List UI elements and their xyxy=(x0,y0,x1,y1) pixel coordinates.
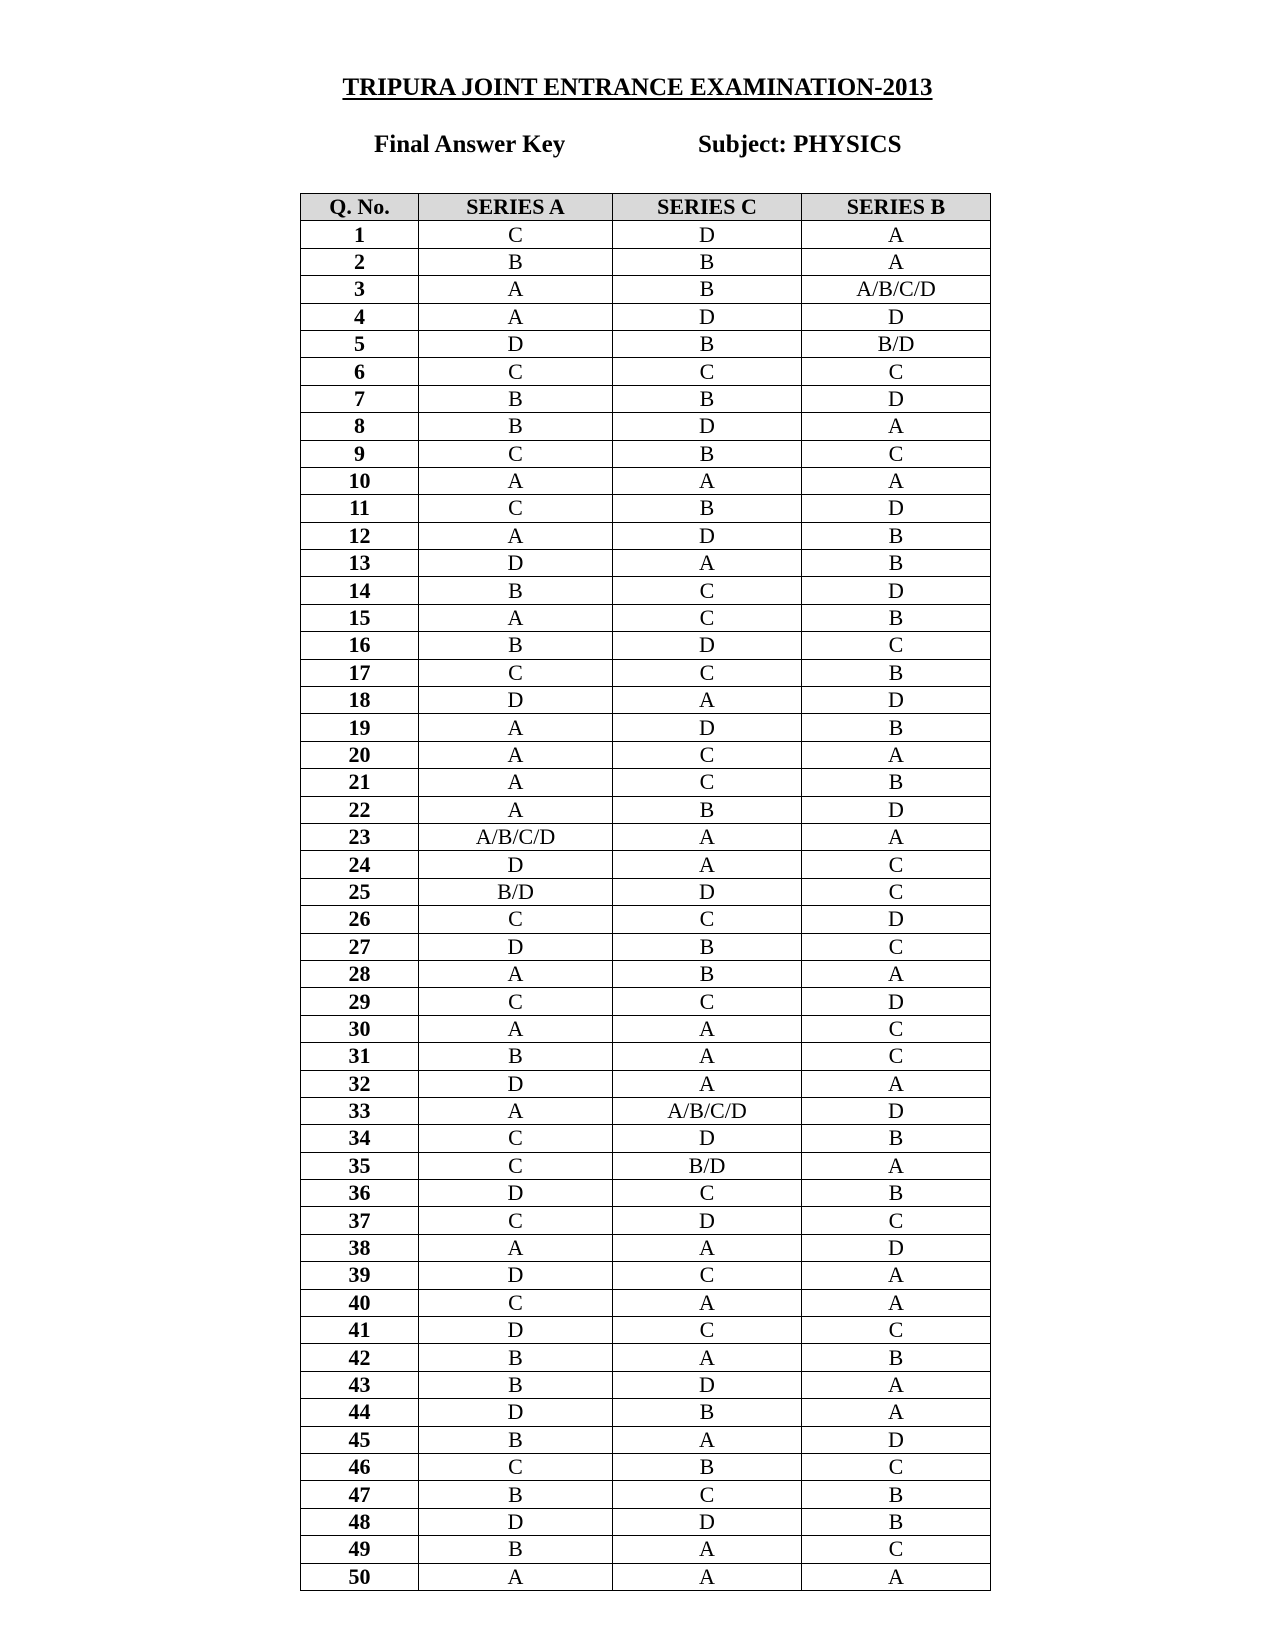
series-a-cell: B xyxy=(419,385,613,412)
series-a-cell: C xyxy=(419,495,613,522)
table-row xyxy=(301,330,991,357)
question-number-cell: 8 xyxy=(301,413,419,440)
table-row xyxy=(301,988,991,1015)
question-number-cell: 34 xyxy=(301,1125,419,1152)
series-c-cell: A xyxy=(613,467,802,494)
question-number-cell: 30 xyxy=(301,1015,419,1042)
series-b-cell: D xyxy=(802,796,991,823)
series-a-cell: C xyxy=(419,1289,613,1316)
question-number-cell: 33 xyxy=(301,1097,419,1124)
table-header-row xyxy=(301,194,991,221)
series-b-cell: B xyxy=(802,769,991,796)
table-row xyxy=(301,1070,991,1097)
table-row xyxy=(301,714,991,741)
question-number-cell: 32 xyxy=(301,1070,419,1097)
series-c-cell: C xyxy=(613,358,802,385)
series-a-cell: A xyxy=(419,604,613,631)
series-b-cell: C xyxy=(802,440,991,467)
series-c-cell: B xyxy=(613,1399,802,1426)
question-number-cell: 29 xyxy=(301,988,419,1015)
question-number-cell: 15 xyxy=(301,604,419,631)
series-b-cell: C xyxy=(802,933,991,960)
series-c-cell: A/B/C/D xyxy=(613,1097,802,1124)
series-c-cell: C xyxy=(613,659,802,686)
series-b-cell: D xyxy=(802,385,991,412)
series-a-cell: C xyxy=(419,1453,613,1480)
series-a-cell: B xyxy=(419,1371,613,1398)
table-row xyxy=(301,1152,991,1179)
series-c-cell: A xyxy=(613,1015,802,1042)
table-row xyxy=(301,495,991,522)
series-a-cell: A xyxy=(419,522,613,549)
series-c-cell: B xyxy=(613,495,802,522)
series-c-cell: C xyxy=(613,1317,802,1344)
question-number-cell: 44 xyxy=(301,1399,419,1426)
question-number-cell: 40 xyxy=(301,1289,419,1316)
question-number-cell: 45 xyxy=(301,1426,419,1453)
table-row xyxy=(301,687,991,714)
subject-label: Subject: PHYSICS xyxy=(698,131,902,158)
series-c-cell: C xyxy=(613,906,802,933)
header-series-c: SERIES C xyxy=(613,194,802,221)
question-number-cell: 28 xyxy=(301,960,419,987)
series-a-cell: C xyxy=(419,440,613,467)
table-row xyxy=(301,550,991,577)
series-c-cell: A xyxy=(613,1289,802,1316)
series-a-cell: A xyxy=(419,796,613,823)
table-row xyxy=(301,1399,991,1426)
series-a-cell: A xyxy=(419,714,613,741)
table-row xyxy=(301,933,991,960)
page-title xyxy=(0,74,1275,102)
series-b-cell: C xyxy=(802,1015,991,1042)
series-c-cell: D xyxy=(613,1371,802,1398)
series-c-cell: B xyxy=(613,960,802,987)
series-a-cell: C xyxy=(419,221,613,248)
question-number-cell: 37 xyxy=(301,1207,419,1234)
question-number-cell: 48 xyxy=(301,1508,419,1535)
series-c-cell: C xyxy=(613,1180,802,1207)
series-a-cell: A xyxy=(419,303,613,330)
series-a-cell: D xyxy=(419,1070,613,1097)
series-c-cell: B xyxy=(613,330,802,357)
answer-key-table xyxy=(300,193,991,1591)
series-b-cell: C xyxy=(802,878,991,905)
series-a-cell: C xyxy=(419,1125,613,1152)
series-c-cell: A xyxy=(613,1426,802,1453)
series-a-cell: B xyxy=(419,413,613,440)
series-a-cell: D xyxy=(419,1508,613,1535)
table-row xyxy=(301,659,991,686)
question-number-cell: 24 xyxy=(301,851,419,878)
table-row xyxy=(301,1344,991,1371)
table-row xyxy=(301,906,991,933)
series-b-cell: B xyxy=(802,1508,991,1535)
table-row xyxy=(301,1317,991,1344)
series-a-cell: B xyxy=(419,1481,613,1508)
question-number-cell: 41 xyxy=(301,1317,419,1344)
table-row xyxy=(301,1125,991,1152)
series-b-cell: D xyxy=(802,1097,991,1124)
table-row xyxy=(301,358,991,385)
series-b-cell: D xyxy=(802,988,991,1015)
series-b-cell: D xyxy=(802,906,991,933)
table-row xyxy=(301,851,991,878)
series-b-cell: A xyxy=(802,1563,991,1590)
table-row xyxy=(301,632,991,659)
table-row xyxy=(301,1097,991,1124)
series-b-cell: A xyxy=(802,1070,991,1097)
table-row xyxy=(301,823,991,850)
series-c-cell: A xyxy=(613,550,802,577)
series-c-cell: B xyxy=(613,385,802,412)
series-a-cell: A xyxy=(419,960,613,987)
series-b-cell: D xyxy=(802,495,991,522)
table-row xyxy=(301,1481,991,1508)
series-c-cell: B xyxy=(613,796,802,823)
table-row xyxy=(301,385,991,412)
series-b-cell: A xyxy=(802,1262,991,1289)
table-row xyxy=(301,769,991,796)
series-b-cell: A xyxy=(802,221,991,248)
table-row xyxy=(301,1015,991,1042)
series-c-cell: A xyxy=(613,1344,802,1371)
series-c-cell: A xyxy=(613,823,802,850)
series-a-cell: D xyxy=(419,851,613,878)
question-number-cell: 12 xyxy=(301,522,419,549)
series-a-cell: D xyxy=(419,330,613,357)
table-row xyxy=(301,1043,991,1070)
table-row xyxy=(301,1180,991,1207)
series-a-cell: A xyxy=(419,1234,613,1261)
series-a-cell: D xyxy=(419,1317,613,1344)
series-a-cell: D xyxy=(419,550,613,577)
table-row xyxy=(301,1426,991,1453)
series-c-cell: B/D xyxy=(613,1152,802,1179)
question-number-cell: 2 xyxy=(301,248,419,275)
table-row xyxy=(301,604,991,631)
question-number-cell: 23 xyxy=(301,823,419,850)
series-b-cell: B xyxy=(802,1180,991,1207)
question-number-cell: 21 xyxy=(301,769,419,796)
page-title-text: TRIPURA JOINT ENTRANCE EXAMINATION-2013 xyxy=(342,74,933,101)
series-c-cell: D xyxy=(613,1125,802,1152)
series-b-cell: C xyxy=(802,851,991,878)
series-a-cell: D xyxy=(419,1262,613,1289)
table-row xyxy=(301,1262,991,1289)
table-row xyxy=(301,276,991,303)
table-row xyxy=(301,741,991,768)
series-b-cell: D xyxy=(802,1234,991,1261)
series-b-cell: C xyxy=(802,358,991,385)
series-a-cell: A xyxy=(419,276,613,303)
series-a-cell: A xyxy=(419,1563,613,1590)
series-b-cell: C xyxy=(802,632,991,659)
question-number-cell: 49 xyxy=(301,1536,419,1563)
series-b-cell: D xyxy=(802,303,991,330)
series-b-cell: B xyxy=(802,550,991,577)
question-number-cell: 36 xyxy=(301,1180,419,1207)
table-row xyxy=(301,248,991,275)
series-c-cell: C xyxy=(613,988,802,1015)
question-number-cell: 9 xyxy=(301,440,419,467)
series-c-cell: B xyxy=(613,248,802,275)
question-number-cell: 35 xyxy=(301,1152,419,1179)
series-a-cell: C xyxy=(419,659,613,686)
series-c-cell: A xyxy=(613,851,802,878)
series-b-cell: C xyxy=(802,1043,991,1070)
series-c-cell: C xyxy=(613,741,802,768)
series-b-cell: A xyxy=(802,1289,991,1316)
series-b-cell: D xyxy=(802,687,991,714)
series-c-cell: B xyxy=(613,276,802,303)
series-b-cell: A xyxy=(802,1152,991,1179)
series-b-cell: A xyxy=(802,823,991,850)
series-b-cell: C xyxy=(802,1317,991,1344)
question-number-cell: 6 xyxy=(301,358,419,385)
series-c-cell: D xyxy=(613,1207,802,1234)
series-b-cell: B xyxy=(802,1481,991,1508)
series-c-cell: D xyxy=(613,1508,802,1535)
series-c-cell: B xyxy=(613,933,802,960)
series-c-cell: A xyxy=(613,1234,802,1261)
series-c-cell: D xyxy=(613,632,802,659)
series-b-cell: A xyxy=(802,413,991,440)
question-number-cell: 22 xyxy=(301,796,419,823)
series-b-cell: A xyxy=(802,960,991,987)
series-c-cell: B xyxy=(613,1453,802,1480)
series-a-cell: C xyxy=(419,358,613,385)
table-row xyxy=(301,1234,991,1261)
series-a-cell: B xyxy=(419,1344,613,1371)
question-number-cell: 42 xyxy=(301,1344,419,1371)
series-c-cell: D xyxy=(613,878,802,905)
series-a-cell: A/B/C/D xyxy=(419,823,613,850)
series-a-cell: B xyxy=(419,632,613,659)
table-row xyxy=(301,1536,991,1563)
series-c-cell: A xyxy=(613,687,802,714)
table-row xyxy=(301,960,991,987)
series-c-cell: C xyxy=(613,769,802,796)
question-number-cell: 16 xyxy=(301,632,419,659)
table-row xyxy=(301,796,991,823)
series-b-cell: B xyxy=(802,522,991,549)
series-a-cell: C xyxy=(419,1207,613,1234)
document-subtitle: Final Answer Key xyxy=(374,131,566,158)
question-number-cell: 46 xyxy=(301,1453,419,1480)
series-a-cell: C xyxy=(419,1152,613,1179)
header-series-b: SERIES B xyxy=(802,194,991,221)
series-b-cell: A xyxy=(802,248,991,275)
series-b-cell: B xyxy=(802,604,991,631)
series-b-cell: D xyxy=(802,577,991,604)
question-number-cell: 38 xyxy=(301,1234,419,1261)
series-b-cell: B xyxy=(802,714,991,741)
question-number-cell: 7 xyxy=(301,385,419,412)
series-c-cell: A xyxy=(613,1563,802,1590)
series-b-cell: B xyxy=(802,1125,991,1152)
series-a-cell: A xyxy=(419,769,613,796)
series-a-cell: D xyxy=(419,1399,613,1426)
series-c-cell: A xyxy=(613,1070,802,1097)
series-c-cell: D xyxy=(613,522,802,549)
series-c-cell: C xyxy=(613,1481,802,1508)
question-number-cell: 20 xyxy=(301,741,419,768)
question-number-cell: 10 xyxy=(301,467,419,494)
question-number-cell: 43 xyxy=(301,1371,419,1398)
series-b-cell: A xyxy=(802,1371,991,1398)
series-b-cell: A xyxy=(802,741,991,768)
series-a-cell: A xyxy=(419,1015,613,1042)
table-row xyxy=(301,878,991,905)
series-a-cell: D xyxy=(419,687,613,714)
table-row xyxy=(301,440,991,467)
question-number-cell: 5 xyxy=(301,330,419,357)
series-c-cell: C xyxy=(613,604,802,631)
question-number-cell: 18 xyxy=(301,687,419,714)
series-b-cell: B/D xyxy=(802,330,991,357)
table-row xyxy=(301,1289,991,1316)
question-number-cell: 31 xyxy=(301,1043,419,1070)
series-a-cell: D xyxy=(419,933,613,960)
series-c-cell: D xyxy=(613,221,802,248)
question-number-cell: 4 xyxy=(301,303,419,330)
series-b-cell: A xyxy=(802,467,991,494)
series-a-cell: A xyxy=(419,741,613,768)
header-question-number: Q. No. xyxy=(301,194,419,221)
series-a-cell: A xyxy=(419,467,613,494)
series-b-cell: B xyxy=(802,659,991,686)
series-b-cell: B xyxy=(802,1344,991,1371)
series-a-cell: B xyxy=(419,1043,613,1070)
series-b-cell: C xyxy=(802,1536,991,1563)
table-row xyxy=(301,1563,991,1590)
question-number-cell: 3 xyxy=(301,276,419,303)
series-c-cell: A xyxy=(613,1043,802,1070)
series-c-cell: B xyxy=(613,440,802,467)
question-number-cell: 11 xyxy=(301,495,419,522)
table-row xyxy=(301,467,991,494)
question-number-cell: 17 xyxy=(301,659,419,686)
series-a-cell: C xyxy=(419,988,613,1015)
question-number-cell: 26 xyxy=(301,906,419,933)
question-number-cell: 1 xyxy=(301,221,419,248)
question-number-cell: 19 xyxy=(301,714,419,741)
series-c-cell: C xyxy=(613,577,802,604)
table-row xyxy=(301,413,991,440)
question-number-cell: 47 xyxy=(301,1481,419,1508)
series-a-cell: D xyxy=(419,1180,613,1207)
series-a-cell: B xyxy=(419,1536,613,1563)
series-b-cell: C xyxy=(802,1453,991,1480)
question-number-cell: 50 xyxy=(301,1563,419,1590)
question-number-cell: 27 xyxy=(301,933,419,960)
series-b-cell: A xyxy=(802,1399,991,1426)
series-c-cell: C xyxy=(613,1262,802,1289)
series-c-cell: D xyxy=(613,303,802,330)
series-a-cell: B/D xyxy=(419,878,613,905)
series-b-cell: A/B/C/D xyxy=(802,276,991,303)
question-number-cell: 14 xyxy=(301,577,419,604)
answer-key-body xyxy=(301,221,991,1591)
table-row xyxy=(301,1207,991,1234)
question-number-cell: 25 xyxy=(301,878,419,905)
series-a-cell: B xyxy=(419,248,613,275)
series-c-cell: A xyxy=(613,1536,802,1563)
table-row xyxy=(301,303,991,330)
table-row xyxy=(301,1508,991,1535)
table-row xyxy=(301,221,991,248)
series-a-cell: B xyxy=(419,1426,613,1453)
header-series-a: SERIES A xyxy=(419,194,613,221)
question-number-cell: 39 xyxy=(301,1262,419,1289)
series-b-cell: C xyxy=(802,1207,991,1234)
series-a-cell: C xyxy=(419,906,613,933)
table-row xyxy=(301,1453,991,1480)
table-row xyxy=(301,522,991,549)
series-c-cell: D xyxy=(613,413,802,440)
series-b-cell: D xyxy=(802,1426,991,1453)
series-c-cell: D xyxy=(613,714,802,741)
table-row xyxy=(301,577,991,604)
series-a-cell: B xyxy=(419,577,613,604)
table-row xyxy=(301,1371,991,1398)
question-number-cell: 13 xyxy=(301,550,419,577)
series-a-cell: A xyxy=(419,1097,613,1124)
